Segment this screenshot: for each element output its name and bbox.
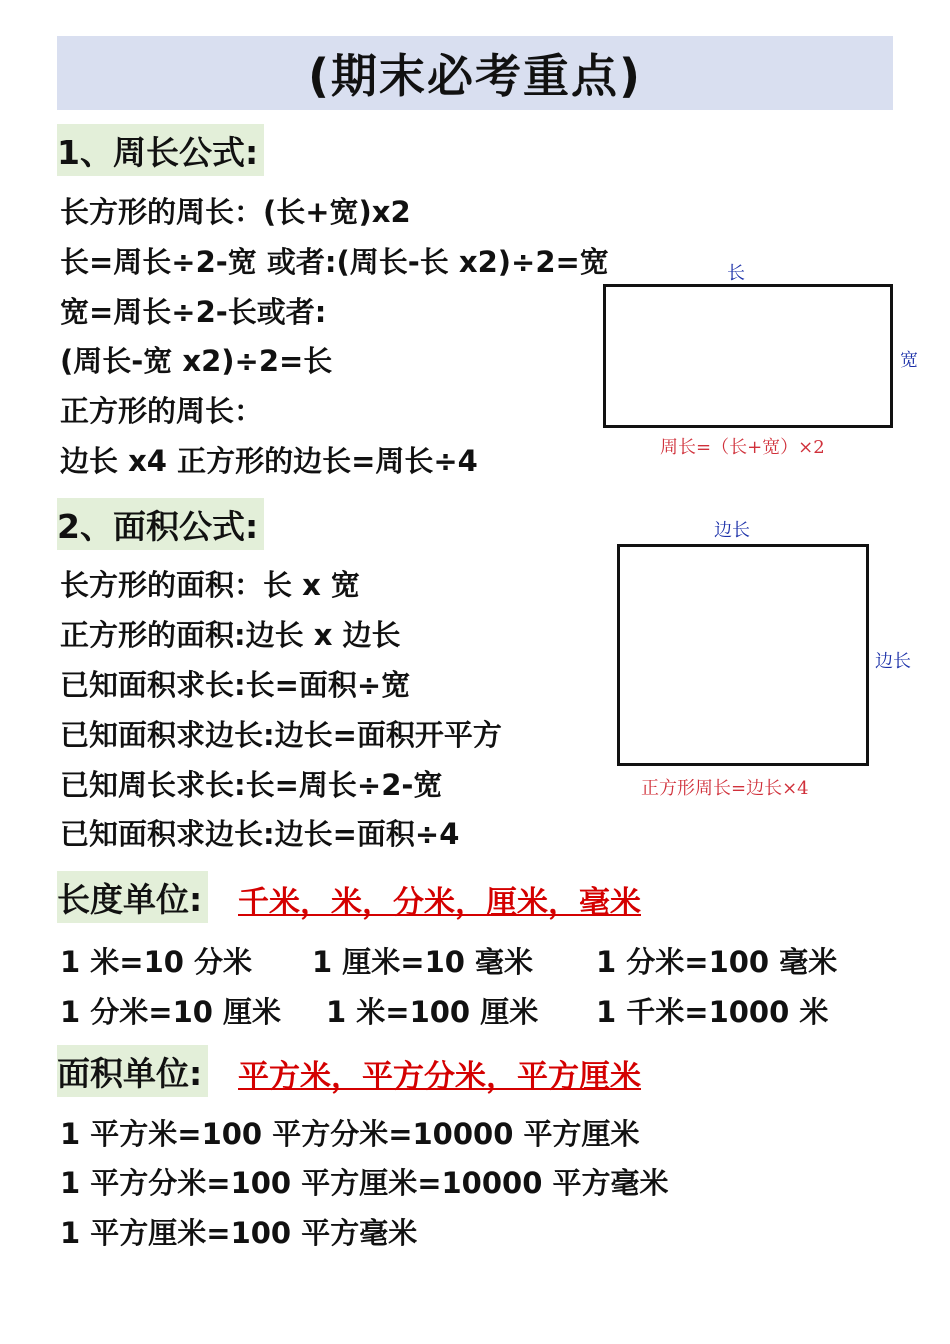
length-unit-item: 1 米=10 分米: [60, 945, 253, 979]
length-unit-item: 1 千米=1000 米: [596, 995, 829, 1029]
title-banner: [57, 36, 893, 110]
square-formula: 正方形周长=边长×4: [641, 778, 809, 799]
area-unit-line-3: 1 平方厘米=100 平方毫米: [60, 1216, 418, 1250]
square-shape: [617, 544, 869, 766]
area-line-3: 已知面积求长:长=面积÷宽: [60, 668, 411, 702]
rectangle-length-label: 长: [727, 263, 745, 284]
area-line-6: 已知面积求边长:边长=面积÷4: [60, 817, 460, 851]
area-heading-text: 2、面积公式:: [57, 506, 259, 546]
perimeter-line-6: 边长 x4 正方形的边长=周长÷4: [60, 444, 478, 478]
area-unit-line-2: 1 平方分米=100 平方厘米=10000 平方毫米: [60, 1166, 669, 1200]
perimeter-line-2: 长=周长÷2-宽 或者:(周长-长 x2)÷2=宽: [60, 245, 609, 279]
length-units-heading-text: 长度单位:: [57, 879, 203, 919]
length-unit-item: 1 厘米=10 毫米: [312, 945, 534, 979]
length-units-heading: [57, 871, 208, 923]
area-line-1: 长方形的面积：长 x 宽: [60, 568, 360, 602]
area-unit-line-1: 1 平方米=100 平方分米=10000 平方厘米: [60, 1117, 640, 1151]
perimeter-line-1: 长方形的周长：(长+宽)x2: [60, 195, 411, 229]
area-units-highlight: 平方米，平方分米，平方厘米: [238, 1059, 641, 1095]
rectangle-formula: 周长=（长+宽）×2: [660, 437, 825, 458]
perimeter-line-4: (周长-宽 x2)÷2=长: [60, 344, 333, 378]
perimeter-heading: [57, 124, 264, 176]
length-units-highlight: 千米，米，分米，厘米，毫米: [238, 885, 641, 921]
area-units-heading-text: 面积单位:: [57, 1053, 203, 1093]
area-units-heading: [57, 1045, 208, 1097]
perimeter-line-5: 正方形的周长：: [60, 394, 264, 428]
area-line-5: 已知周长求长:长=周长÷2-宽: [60, 768, 443, 802]
rectangle-width-label: 宽: [900, 350, 918, 371]
area-heading: [57, 498, 264, 550]
perimeter-line-3: 宽=周长÷2-长或者:: [60, 295, 327, 329]
square-top-label: 边长: [714, 520, 750, 541]
perimeter-heading-text: 1、周长公式:: [57, 132, 259, 172]
page-title: (期末必考重点): [307, 49, 643, 103]
length-unit-item: 1 米=100 厘米: [326, 995, 539, 1029]
length-unit-item: 1 分米=100 毫米: [596, 945, 838, 979]
area-line-4: 已知面积求边长:边长=面积开平方: [60, 718, 502, 752]
square-side-label: 边长: [875, 651, 911, 672]
length-unit-item: 1 分米=10 厘米: [60, 995, 282, 1029]
area-line-2: 正方形的面积:边长 x 边长: [60, 618, 401, 652]
rectangle-shape: [603, 284, 893, 428]
